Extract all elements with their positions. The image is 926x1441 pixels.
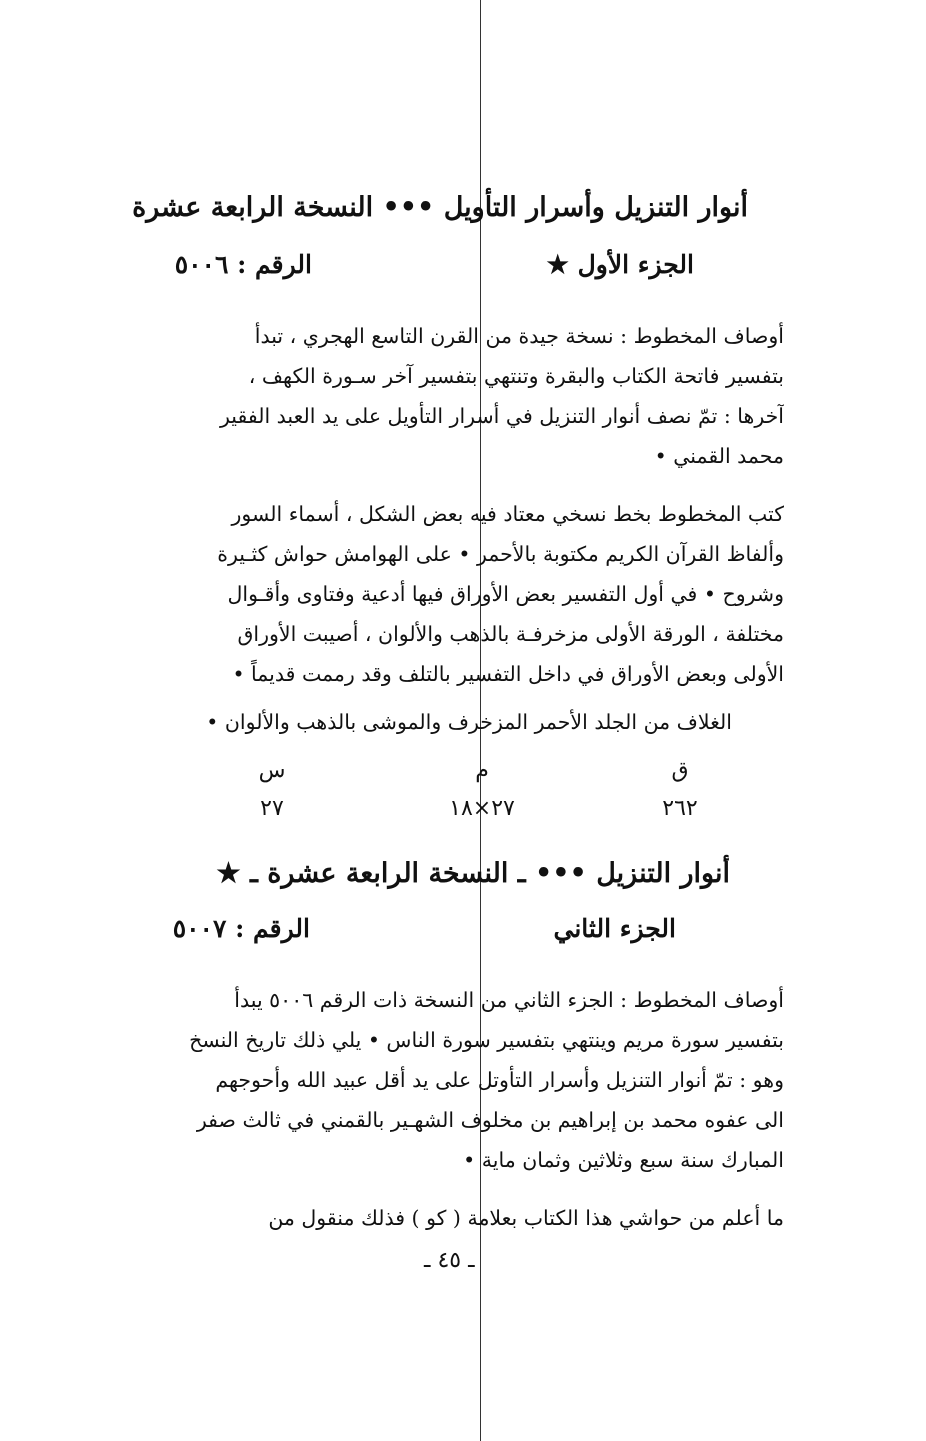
section2-description [136, 980, 784, 1180]
text-line: بتفسير فاتحة الكتاب والبقرة وتنتهي بتفسير آخر سـورة الكهف ، [248, 364, 784, 388]
section2-title: أنوار التنزيل ••• ـ النسخة الرابعة عشرة ـ ★ [216, 858, 730, 889]
stat-label-size: م [475, 758, 489, 783]
text-line: آخرها : تمّ نصف أنوار التنزيل في أسرار التأويل على يد العبد الفقير [219, 404, 784, 428]
section1-script-notes [136, 494, 784, 694]
section1-title: أنوار التنزيل وأسرار التأويل ••• النسخة الرابعة عشرة [132, 192, 748, 223]
stat-label-leaves: ق [671, 758, 689, 783]
text-line: وألفاظ القرآن الكريم مكتوبة بالأحمر • على الهوامش حواش كثـيرة [217, 542, 784, 566]
text-line: محمد القمني • [654, 444, 784, 468]
text-line: ما أعلم من حواشي هذا الكتاب بعلامة ( كو ) فذلك منقول من [268, 1206, 784, 1230]
text-line: أوصاف المخطوط : الجزء الثاني من النسخة ذات الرقم ٥٠٠٦ يبدأ [234, 988, 784, 1012]
section1-description [136, 316, 784, 476]
stat-value-leaves: ٢٦٢ [662, 796, 698, 821]
text-line: وهو : تمّ أنوار التنزيل وأسرار التأوتل على يد أقل عبيد الله وأحوجهم [215, 1068, 784, 1092]
text-line: مختلفة ، الورقة الأولى مزخرفـة بالذهب والألوان ، أصيبت الأوراق [237, 622, 784, 646]
text-line: الى عفوه محمد بن إبراهيم بن مخلوف الشهـير بالقمني في ثالث صفر [196, 1108, 784, 1132]
text-line: أوصاف المخطوط : نسخة جيدة من القرن التاسع الهجري ، تبدأ [254, 324, 784, 348]
stat-value-size: ٢٧×١٨ [449, 796, 515, 821]
section2-part-label: الجزء الثاني [553, 914, 676, 943]
section2-margin-notes [136, 1198, 784, 1238]
section1-number: الرقم : ٥٠٠٦ [174, 250, 312, 279]
stat-value-lines: ٢٧ [260, 796, 284, 821]
section2-number: الرقم : ٥٠٠٧ [172, 914, 310, 943]
section1-cover: الغلاف من الجلد الأحمر المزخرف والموشى بالذهب والألوان • [206, 710, 732, 734]
text-line: الأولى وبعض الأوراق في داخل التفسير بالتلف وقد رممت قديماً • [232, 662, 784, 686]
text-line: كتب المخطوط بخط نسخي معتاد فيه بعض الشكل ، أسماء السور [231, 502, 784, 526]
text-line: المبارك سنة سبع وثلاثين وثمان ماية • [463, 1148, 784, 1172]
text-line: وشروح • في أول التفسير بعض الأوراق فيها أدعية وفتاوى وأقـوال [227, 582, 784, 606]
stat-label-lines: س [258, 758, 286, 783]
page-number: ـ ٤٥ ـ [424, 1248, 475, 1273]
section1-part-label: الجزء الأول ★ [546, 250, 694, 279]
text-line: بتفسير سورة مريم وينتهي بتفسير سورة الناس • يلي ذلك تاريخ النسخ [189, 1028, 784, 1052]
